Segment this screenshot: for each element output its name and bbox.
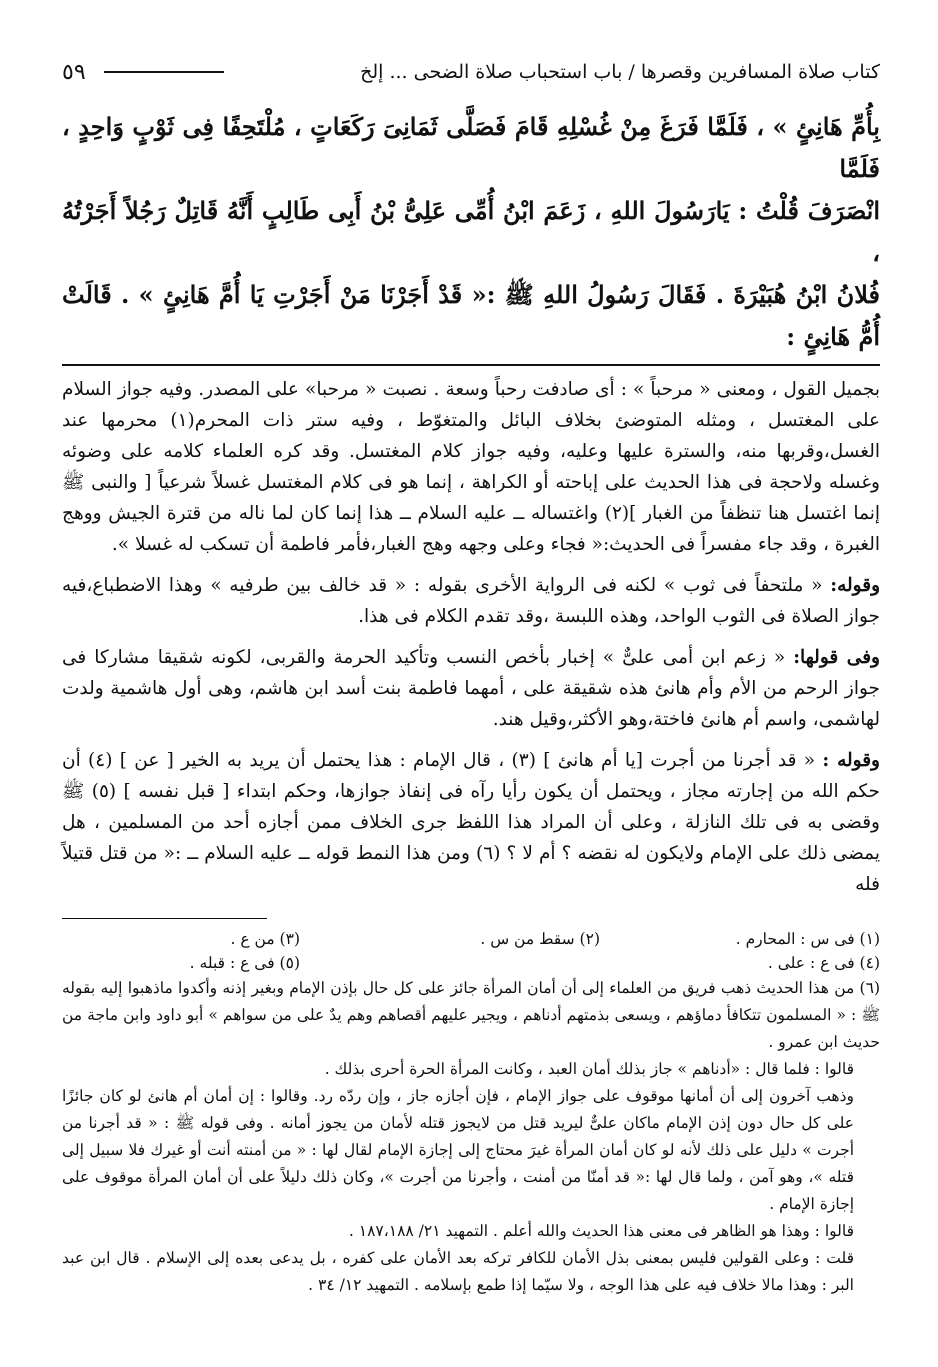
page-number: ٥٩ <box>62 59 86 85</box>
paragraph-body: « قد أجرنا من أجرت [يا أم هانئ ] (٣) ، قال الإمام : هذا يحتمل أن يريد به الخير [ عن ] (٤) أن حكم الله من إجارته مجاز ، ويحتمل أن يكون رأيا رآه فى إنفاذ جوازها، وحكم ابتداء [ قبل نفسه ] (٥) ﷺ وقضى به فى تلك النازلة ، وعلى أن المراد هذا اللفظ جرى الخلاف ممن أجازه أحد من المسلمين ، هل يمضى ذلك على الإمام ولايكون له نقضه ؟ أم لا ؟ (٦) ومن هذا النمط قوله ــ عليه السلام ــ :« من قتل قتيلاً فله <box>62 750 880 895</box>
paragraph-lead: وقوله: <box>830 575 880 596</box>
footnote-long: قالوا : وهذا هو الظاهر فى معنى هذا الحديث والله أعلم . التمهيد ٢١/ ١٨٧،١٨٨ . <box>348 1222 854 1240</box>
hadith-line: انْصَرَفَ قُلْتُ : يَارَسُولَ اللهِ ، زَعَمَ ابْنُ أُمِّى عَلِىُّ بْنُ أَبِى طَالِبٍ أَنَّهُ قَاتِلٌ رَجُلاً أَجَرْتُهُ ، <box>62 196 880 267</box>
footnote: (٤) فى ع : على . <box>767 954 880 972</box>
footnote-long: قلت : وعلى القولين فليس بمعنى بذل الأمان للكافر تركه بعد الأمان على كفره ، بل يدعى بعده إلى الإسلام . قال ابن عبد البر : وهذا مالا خلاف فيه على هذا الوجه ، ولا سيّما إذا طمع بإسلامه . التمهيد ١٢/ ٣٤ . <box>62 1249 854 1294</box>
commentary-paragraph <box>62 745 880 900</box>
hadith-line: بِأُمِّ هَانِئٍ » ، فَلَمَّا فَرَغَ مِنْ غُسْلِهِ قَامَ فَصَلَّى ثَمَانِىَ رَكَعَاتٍ ، مُلْتَحِفًا فِى ثَوْبٍ وَاحِدٍ ، فَلَمَّا <box>62 112 880 183</box>
hadith-divider <box>62 364 880 366</box>
commentary-paragraph <box>62 642 880 735</box>
hadith-text <box>62 106 880 358</box>
footnote-row <box>62 951 880 975</box>
footnote-long: (٦) من هذا الحديث ذهب فريق من العلماء إلى أن أمان المرأة جائز على كل حال بإذن الإمام وبغير إذنه وأكدوا ماذهبوا إليه بقوله ﷺ : « المسلمون تتكافأ دماؤهم ، ويسعى بذمتهم أدناهم ، ويجير عليهم أقصاهم وهم يدٌ على من سواهم » أبو داود وابن ماجة من حديث ابن عمرو . <box>62 979 880 1051</box>
commentary-paragraph: بجميل القول ، ومعنى « مرحباً » : أى صادفت رحباً وسعة . نصبت « مرحبا» على المصدر. وفيه جواز السلام على المغتسل ، ومثله المتوضئ بخلاف البائل والمتغوّط ، وفيه ستر ذات المحرم(١) محرمها عند الغسل،وقربها منه، والسترة عليها وعليه، وفيه جواز كلام المغتسل. وقد كره العلماء كلامه على وضوئه وغسله ولاحجة فى هذا الحديث على إباحته أو الكراهة ، إنما هو فى كلام المغتسل غسلاً شرعياً [ والنبى ﷺ إنما اغتسل هنا تنظفاً من الغبار ](٢) واغتساله ــ عليه السلام ــ هذا إنما كان لما ناله من قترة الجيش ووهج الغبرة ، وقد جاء مفسراً فى الحديث:« فجاء وعلى وجهه وهج الغبار،فأمر فاطمة أن تسكب له غسلا ». <box>62 379 880 555</box>
footnote-spacer <box>300 951 600 975</box>
running-header <box>62 52 880 92</box>
footnote-long: وذهب آخرون إلى أن أمانها موقوف على جواز الإمام ، فإن أجازه جاز ، وإن ردّه رد. وقالوا : إن أمان أم هانئ لو كان جائزًا على كل حال دون إذن الإمام ماكان علىٌّ ليريد قتل من لايجوز قتله لأمان من يجوز أمانه . وفى قوله ﷺ : « قد أجرنا من أجرت » دليل على ذلك لأنه لو كان أمان المرأة غيرَ محتاج إلى إجازة الإمام لقال لها : « من أمنته أنت أو غيرك فلا سبيل إلى قتله »، وهو آمن ، ولما قال لها :« قد أمنّا من أمنت ، وأجرنا من أجرت »، وكان ذلك دليلاً على أن أمان المرأة موقوف على إجازة الإمام . <box>62 1087 854 1213</box>
paragraph-body: « ملتحفاً فى ثوب » لكنه فى الرواية الأخرى بقوله : « قد خالف بين طرفيه » وهذا الاضطباع،فيه جواز الصلاة فى الثوب الواحد، وهذه اللبسة ،وقد تقدم الكلام فى هذا. <box>62 575 880 627</box>
paragraph-lead: وقوله : <box>822 750 880 771</box>
commentary <box>62 374 880 900</box>
header-left-group <box>360 61 880 83</box>
footnote: (٥) فى ع : قبله . <box>189 954 300 972</box>
footnote: (٣) من ع . <box>230 930 300 948</box>
footnote: (١) فى س : المحارم . <box>735 930 880 948</box>
header-rule <box>104 71 224 73</box>
book-page <box>62 52 880 1299</box>
hadith-line: فُلانُ ابْنُ هُبَيْرَةَ . فَقَالَ رَسُولُ اللهِ ﷺ :« قَدْ أَجَرْنَا مَنْ أَجَرْتِ يَا أُمَّ هَانِئٍ » . قَالَتْ أُمُّ هَانِئٍ : <box>62 280 880 351</box>
footnote-long: قالوا : فلما قال : «أدناهم » جاز بذلك أمان العبد ، وكانت المرأة الحرة أحرى بذلك . <box>324 1060 854 1078</box>
footnotes-divider <box>62 918 267 919</box>
page-number-group <box>62 60 234 85</box>
header-title: كتاب صلاة المسافرين وقصرها / باب استحباب صلاة الضحى ... إلخ <box>360 61 880 83</box>
paragraph-lead: وفى قولها: <box>793 647 880 668</box>
footnotes <box>62 927 880 1299</box>
commentary-paragraph <box>62 570 880 632</box>
paragraph-body: « زعم ابن أمى علىٌّ » إخبار بأخص النسب وتأكيد الحرمة والقربى، لكونه شقيقا مشاركا فى جواز الرحم من الأم وأم هانئ هذه شقيقة على ، أمهما فاطمة بنت أسد ابن هاشم، وهى أول هاشمية ولدت لهاشمى، واسم أم هانئ فاختة،وهو الأكثر،وقيل هند. <box>62 647 880 730</box>
footnote-row <box>62 927 880 951</box>
footnote: (٢) سقط من س . <box>480 930 600 948</box>
